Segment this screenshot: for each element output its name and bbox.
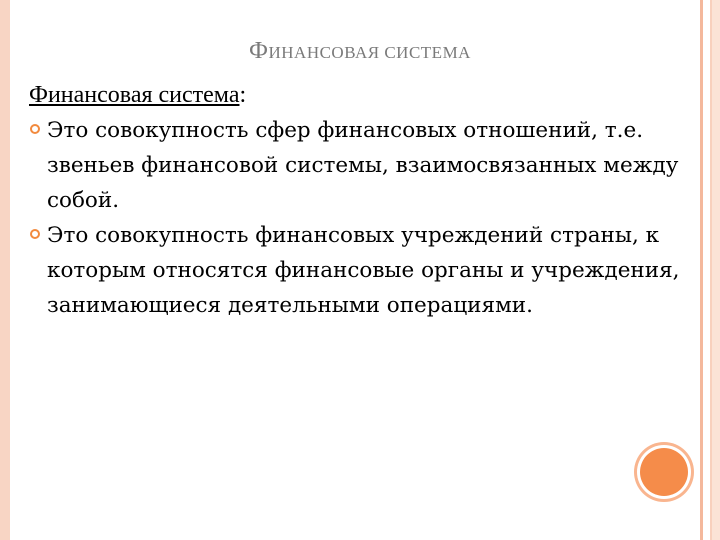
right-frame-line <box>700 0 703 540</box>
bullet-item-2 <box>29 218 697 323</box>
bullet-text-2: Это совокупность финансовых учреждений страны, к которым относятся финансовые органы и учреждения, занимающиеся деятельными операциями. <box>47 223 680 318</box>
slide-title-initial: Ф <box>249 38 269 64</box>
section-heading <box>29 80 246 110</box>
bullet-item-1 <box>29 113 697 218</box>
circle-bullet-icon <box>30 229 40 239</box>
section-heading-colon: : <box>239 82 247 108</box>
bullet-text-1: Это совокупность сфер финансовых отношений, т.е. звеньев финансовой системы, взаимосвязанных между собой. <box>47 118 679 213</box>
right-frame-band <box>712 0 720 540</box>
section-heading-text: Финансовая система <box>29 82 240 108</box>
decorative-circle-icon <box>640 448 688 496</box>
slide-title <box>0 38 720 65</box>
bullet-list <box>29 113 697 323</box>
slide-title-rest: ИНАНСОВАЯ СИСТЕМА <box>268 43 471 62</box>
circle-bullet-icon <box>30 124 40 134</box>
left-frame-band <box>0 0 10 540</box>
